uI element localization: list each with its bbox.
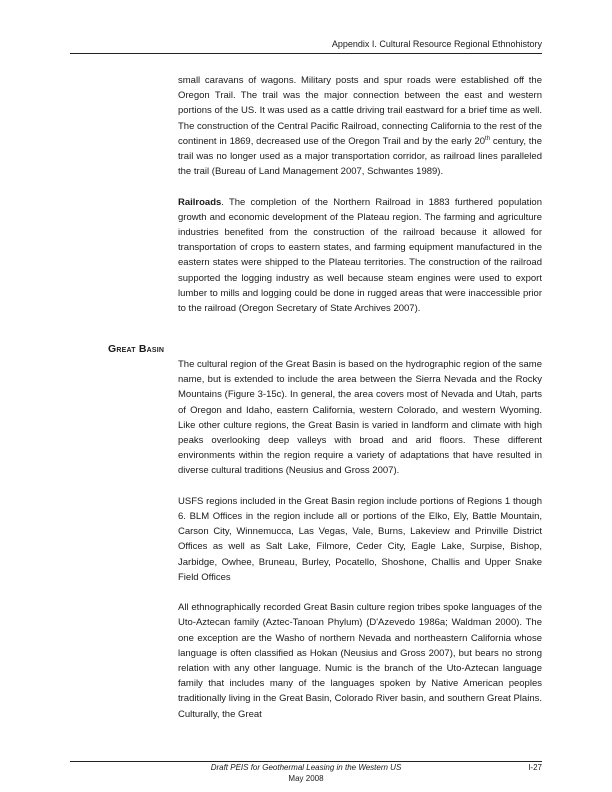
oregon-trail-paragraph: small caravans of wagons. Military posts and spur roads were established off the Oregon Trail. The trail was the major connection between the east and western portions of the US. It was used as a cattle driving trail eastward for a brief time as well. The construction of the Central Pacific Railroad, connecting California to the rest of the continent in 1869, decreased use of the Oregon Trail and by the early 20th century, the trail was no longer used as a major transportation corridor, as railroad lines paralleled the trail (Bureau of Land Management 2007, Schwantes 1989).: [178, 75, 542, 178]
running-header: Appendix I. Cultural Resource Regional Ethnohistory: [331, 39, 542, 49]
railroads-paragraph: [178, 195, 542, 317]
great-basin-paragraph-2: USFS regions included in the Great Basin region include portions of Regions 1 though 6. BLM Offices in the region include all or portions of the Elko, Ely, Battle Mountain, Carson City, Winnemucca, Las Vegas, Vale, Burns, Lakeview and Prinville District Offices as well as Salt Lake, Filmore, Ceder City, Eagle Lake, Surpise, Bishop, Jarbidge, Owhee, Bruneau, Burley, Pocatello, Shoshone, Challis and Upper Snake Field Offices: [178, 495, 542, 583]
railroads-text: . The completion of the Northern Railroad in 1883 furthered population growth and economic development of the Plateau region. The farming and agriculture industries benefited from the construction of the railroad because it allowed for transportation of crops to eastern states, and farming equipment manufactured in the eastern states were shipped to the Plateau territories. The construction of the railroad supported the logging industry as well because steam engines were used to export lumber to mills and logging could be done in rugged areas that were inaccessible prior to the railroad (Oregon Secretary of State Archives 2007).: [178, 196, 542, 315]
footer-date: May 2008: [288, 774, 324, 783]
great-basin-paragraph-3: All ethnographically recorded Great Basin culture region tribes spoke languages of the Uto-Aztecan family (Aztec-Tanoan Phylum) (D'Azevedo 1986a; Waldman 2000). The one exception are the Washo of northern Nevada and northeastern California whose language is often classified as Hokan (Neusius and Gross 2007), but bears no strong relation with any other language. Numic is the branch of the Uto-Aztecan language family that includes many of the languages spoken by Native American peoples traditionally living in the Great Basin, Colorado River basin, and southern Great Plains. Culturally, the Great: [178, 602, 542, 720]
page-number: I-27: [528, 763, 542, 772]
footer-document-title: Draft PEIS for Geothermal Leasing in the Western US: [210, 763, 402, 772]
footer-rule: [70, 761, 542, 762]
section-heading: Great Basin: [108, 343, 165, 355]
upper-body: [178, 73, 542, 331]
header-rule: [70, 53, 542, 54]
great-basin-body: [178, 357, 542, 737]
great-basin-paragraph-1: The cultural region of the Great Basin is based on the hydrographic region of the same name, but is extended to include the area between the Sierra Nevada and the Rocky Mountains (Figure 3-15c). In general, the area covers most of Nevada and Utah, parts of Oregon and Idaho, eastern California, western Colorado, and western Wyoming. Like other culture regions, the Great Basin is varied in landform and climate with high peaks overlooking deep valleys with broad and arid floors. These different environments within the region require a variety of adaptations that have resulted in diverse cultural traditions (Neusius and Gross 2007).: [178, 359, 542, 477]
railroads-run-in-heading: Railroads: [178, 196, 222, 208]
